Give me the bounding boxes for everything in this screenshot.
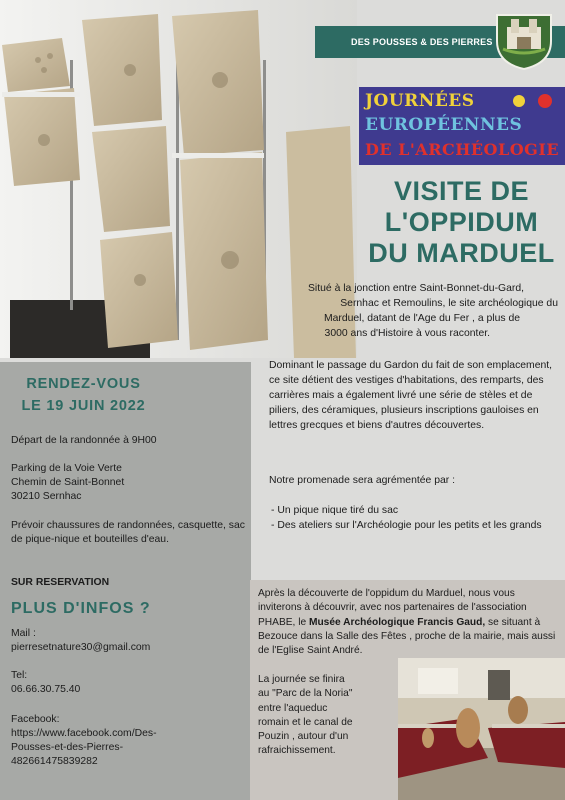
closing-text: [258, 673, 398, 759]
facebook-link-line[interactable]: https://www.facebook.com/Des-: [11, 728, 157, 739]
banner-label: DES POUSSES & DES PIERRES: [351, 37, 493, 47]
list-item: - Un pique nique tiré du sac: [271, 505, 399, 516]
museum-text-pre: Après la découverte de l'oppidum du Marduel, nous vous inviterons à découvrir, avec nos partenaires de l'association PHABE, le: [258, 588, 527, 628]
address-line: 30210 Sernhac: [11, 491, 82, 502]
address-line: Chemin de Saint-Bonnet: [11, 477, 125, 488]
closing-line: entre l'aqueduc: [258, 702, 328, 714]
title-line-2: L'OPPIDUM: [384, 207, 539, 237]
intro-line: Marduel, datant de l'Age du Fer , a plus de: [323, 313, 520, 324]
intro-line: Situé à la jonction entre Saint-Bonnet-du-Gard,: [308, 283, 525, 294]
closing-line: La journée se finira: [258, 674, 345, 685]
rendezvous-heading: RENDEZ-VOUS: [26, 376, 141, 392]
closing-line: Pouzin , autour d'un: [258, 731, 349, 743]
jea-ornament-icon: [509, 91, 559, 111]
jea-line-2: EUROPÉENNES: [365, 115, 523, 135]
contact-mail: [11, 627, 246, 655]
contact-phone: [11, 669, 246, 697]
site-description: Dominant le passage du Gardon du fait de son emplacement, ce site détient des vestiges d'habitations, des remparts, des carrières mais a également livré une série de stèles et de piliers, des céramiques, plusieurs inscriptions gauloises en lettres grecques et biens d'autres découvertes.: [269, 360, 553, 431]
mail-label: Mail :: [11, 628, 36, 639]
facebook-label: Facebook:: [11, 714, 60, 725]
phone-number[interactable]: 06.66.30.75.40: [11, 684, 81, 695]
mail-link[interactable]: pierresetnature30@gmail.com: [11, 642, 151, 653]
museum-text-post: se situant à Bezouce dans la Salle des Fêtes , proche de la mairie, mais aussi de l'Eglise Saint André.: [258, 616, 556, 657]
contact-facebook: [11, 713, 246, 769]
facebook-link[interactable]: [11, 727, 246, 769]
address-line: Parking de la Voie Verte: [11, 463, 122, 474]
intro-line: 3000 ans d'Histoire à vous raconter.: [324, 328, 490, 339]
page-title: [358, 176, 565, 269]
departure-time: Départ de la randonnée à 9H00: [11, 435, 157, 446]
facebook-link-line[interactable]: Pousses-et-des-Pierres-: [11, 742, 124, 753]
museum-visit-text: [258, 587, 558, 658]
list-item: - Des ateliers sur l'Archéologie pour les petits et les grands: [271, 520, 542, 531]
jea-line-1: JOURNÉES: [365, 91, 475, 111]
jea-line-3: DE L'ARCHÉOLOGIE: [365, 140, 560, 159]
museum-photo: [398, 658, 565, 800]
closing-line: romain et le canal de: [258, 716, 353, 728]
phone-label: Tel:: [11, 670, 28, 681]
intro-line: Sernhac et Remoulins, le site archéologique du: [340, 298, 558, 309]
reservation-notice: SUR RESERVATION: [11, 577, 110, 588]
title-line-1: VISITE DE: [393, 176, 530, 206]
equipment-advice: Prévoir chaussures de randonnées, casquette, sac de pique-nique et bouteilles d'eau.: [11, 520, 245, 545]
museum-name: Musée Archéologique Francis Gaud,: [308, 616, 486, 628]
journees-archeologie-logo: [359, 87, 565, 165]
closing-line: rafraichissement.: [258, 745, 336, 757]
facebook-link-line[interactable]: 482661475839282: [11, 756, 98, 767]
association-logo: [493, 5, 555, 71]
title-line-3: DU MARDUEL: [368, 238, 555, 268]
activities-list: [268, 503, 560, 533]
more-info-heading: PLUS D'INFOS ?: [11, 600, 151, 617]
intro-paragraph: [268, 281, 558, 341]
promenade-intro: Notre promenade sera agrémentée par :: [269, 475, 455, 486]
event-date: LE 19 JUIN 2022: [21, 398, 146, 414]
closing-line: au "Parc de la Noria": [258, 688, 353, 700]
parking-address: [11, 462, 246, 504]
